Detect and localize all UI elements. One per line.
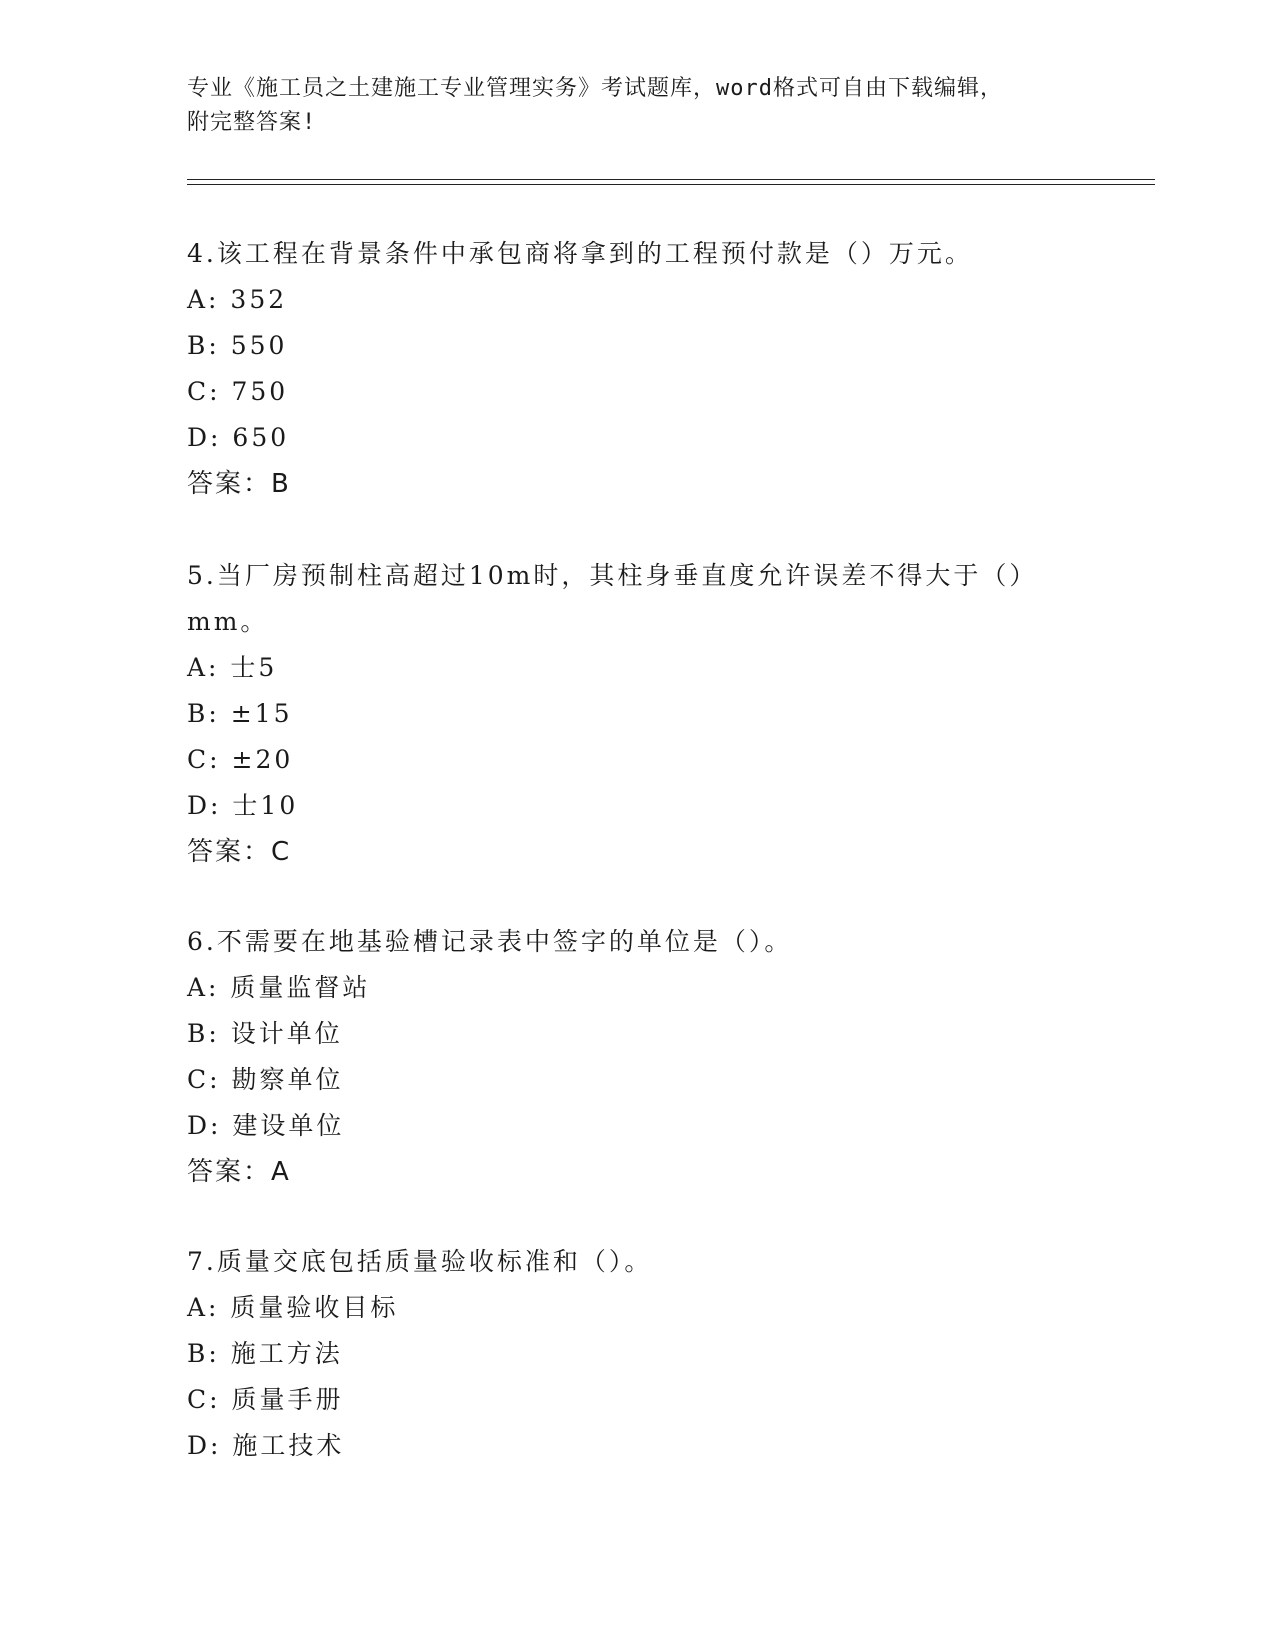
option-b: B: ±15 [187,699,293,728]
answer-line: 答案：C [187,837,292,867]
question-block-7 [187,1239,1087,1469]
header-divider-top [187,179,1155,180]
option-b: B: 550 [187,331,288,360]
question-stem: 6.不需要在地基验槽记录表中签字的单位是（）。 [187,927,793,956]
header-line-1: 专业《施工员之土建施工专业管理实务》考试题库，word格式可自由下载编辑， [187,76,1003,101]
option-b: B: 施工方法 [187,1339,343,1368]
question-block-4 [187,231,1087,507]
question-stem: 5.当厂房预制柱高超过10m时，其柱身垂直度允许误差不得大于（）mm。 [187,561,1038,636]
option-a: A: 352 [187,285,288,314]
answer-line: 答案：A [187,1157,291,1187]
option-a: A: 士5 [187,653,278,682]
header-line-2: 附完整答案! [187,110,317,135]
option-d: D: 建设单位 [187,1111,345,1140]
question-stem: 7.质量交底包括质量验收标准和（）。 [187,1247,653,1276]
header-divider-bottom [187,184,1155,185]
option-a: A: 质量验收目标 [187,1293,399,1322]
option-a: A: 质量监督站 [187,973,371,1002]
option-c: C: ±20 [187,745,294,774]
question-block-6 [187,919,1087,1195]
option-c: C: 质量手册 [187,1385,344,1414]
answer-line: 答案：B [187,469,291,499]
option-d: D: 施工技术 [187,1431,345,1460]
option-c: C: 勘察单位 [187,1065,344,1094]
document-header [187,72,1087,140]
option-d: D: 650 [187,423,290,452]
question-block-5 [187,553,1087,875]
option-b: B: 设计单位 [187,1019,343,1048]
option-d: D: 士10 [187,791,299,820]
question-stem: 4.该工程在背景条件中承包商将拿到的工程预付款是（）万元。 [187,239,973,268]
option-c: C: 750 [187,377,289,406]
